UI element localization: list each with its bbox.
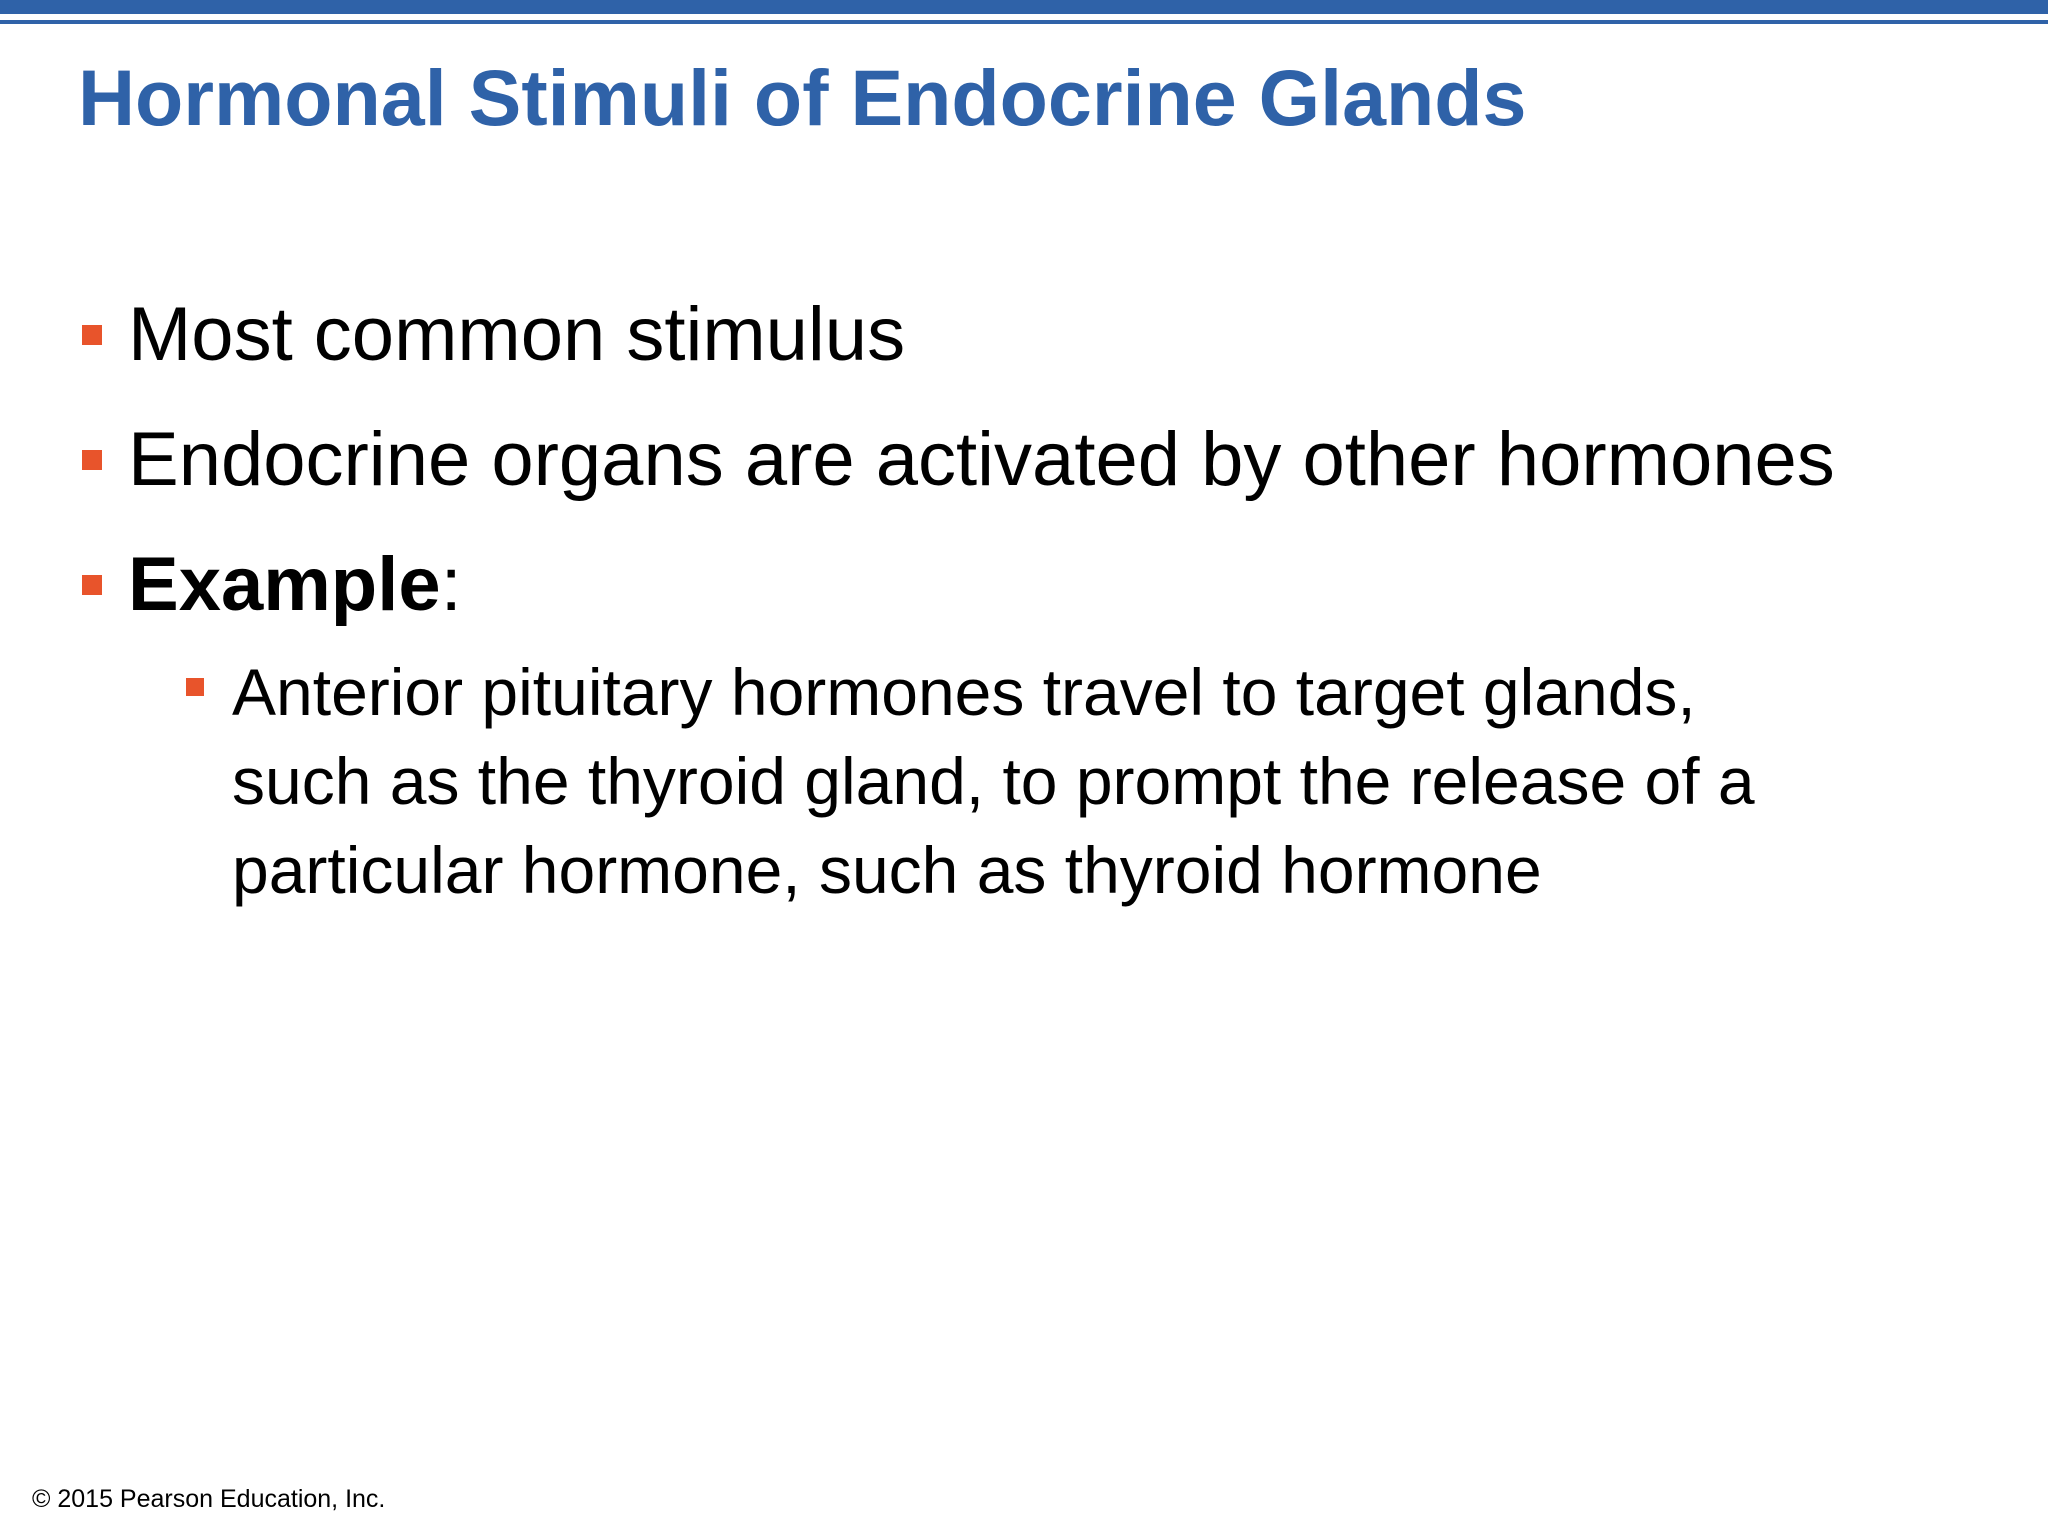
square-bullet-icon bbox=[82, 575, 102, 595]
bullet-bold-label: Example bbox=[128, 542, 441, 627]
bullet-item bbox=[82, 290, 905, 380]
square-bullet-icon bbox=[186, 678, 204, 696]
bullet-colon: : bbox=[440, 542, 462, 627]
sub-bullet-line: Anterior pituitary hormones travel to target glands, bbox=[232, 655, 1696, 729]
sub-bullet-text bbox=[232, 648, 1755, 915]
bullet-text: Most common stimulus bbox=[128, 292, 906, 377]
copyright-footer: © 2015 Pearson Education, Inc. bbox=[32, 1485, 386, 1513]
sub-bullet-item bbox=[186, 648, 1755, 915]
slide-title: Hormonal Stimuli of Endocrine Glands bbox=[78, 53, 1527, 142]
sub-bullet-line: such as the thyroid gland, to prompt the release of a bbox=[232, 744, 1755, 818]
square-bullet-icon bbox=[82, 325, 102, 345]
header-rule bbox=[0, 20, 2048, 24]
square-bullet-icon bbox=[82, 450, 102, 470]
bullet-item bbox=[82, 540, 462, 630]
bullet-text bbox=[128, 540, 462, 630]
sub-bullet-line: particular hormone, such as thyroid hormone bbox=[232, 833, 1542, 907]
bullet-item bbox=[82, 415, 1835, 505]
header-bar bbox=[0, 0, 2048, 14]
bullet-text: Endocrine organs are activated by other hormones bbox=[128, 417, 1835, 502]
